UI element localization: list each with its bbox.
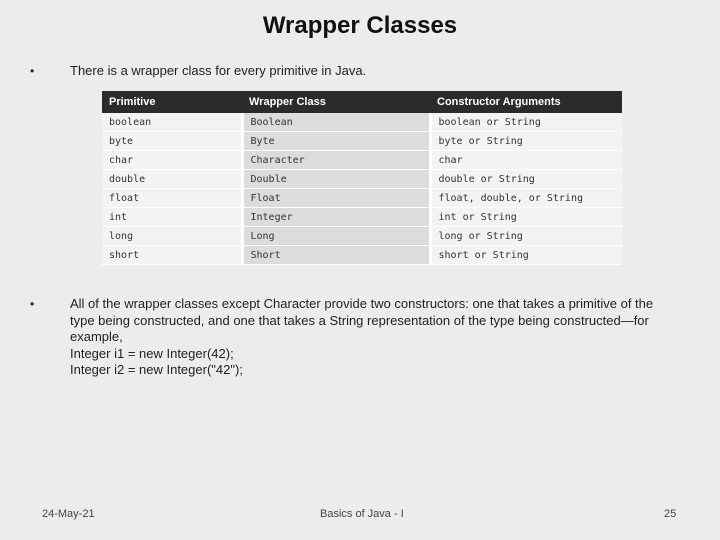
cell-primitive: float (102, 189, 242, 208)
cell-primitive: long (102, 227, 242, 246)
table-row (102, 170, 622, 189)
code-example-line: Integer i1 = new Integer(42); (70, 345, 234, 361)
header-constructor-arguments: Constructor Arguments (430, 91, 622, 113)
code-example-line: Integer i2 = new Integer("42"); (70, 362, 243, 377)
table-row (102, 113, 622, 132)
table-header-row (102, 91, 622, 113)
wrapper-classes-table (102, 91, 622, 265)
cell-primitive: short (102, 246, 242, 265)
cell-constructor-arguments: boolean or String (430, 113, 622, 132)
cell-wrapper-class: Short (242, 246, 430, 265)
bullet-text: All of the wrapper classes except Character provide two constructors: one that takes a primitive of the type being constructed, and one that takes a String representation of the type being constructed—for example, (70, 296, 654, 344)
cell-constructor-arguments: char (430, 151, 622, 170)
bullet-text-block (70, 296, 680, 379)
cell-wrapper-class: Byte (242, 132, 430, 151)
cell-primitive: boolean (102, 113, 242, 132)
cell-constructor-arguments: short or String (430, 246, 622, 265)
bullet-marker: • (30, 297, 35, 311)
header-primitive: Primitive (102, 91, 242, 113)
cell-wrapper-class: Integer (242, 208, 430, 227)
cell-wrapper-class: Character (242, 151, 430, 170)
footer-title: Basics of Java - I (320, 508, 404, 520)
footer-date: 24-May-21 (42, 508, 95, 520)
cell-wrapper-class: Double (242, 170, 430, 189)
cell-constructor-arguments: float, double, or String (430, 189, 622, 208)
header-wrapper-class: Wrapper Class (242, 91, 430, 113)
cell-primitive: int (102, 208, 242, 227)
table-row (102, 132, 622, 151)
cell-primitive: char (102, 151, 242, 170)
cell-constructor-arguments: double or String (430, 170, 622, 189)
cell-constructor-arguments: long or String (430, 227, 622, 246)
bullet-text: There is a wrapper class for every primitive in Java. (70, 63, 367, 78)
cell-primitive: byte (102, 132, 242, 151)
cell-wrapper-class: Float (242, 189, 430, 208)
table-row (102, 227, 622, 246)
cell-wrapper-class: Long (242, 227, 430, 246)
table-row (102, 208, 622, 227)
page-number: 25 (664, 508, 677, 520)
cell-wrapper-class: Boolean (242, 113, 430, 132)
cell-constructor-arguments: byte or String (430, 132, 622, 151)
slide-title: Wrapper Classes (262, 12, 458, 39)
bullet-marker: • (30, 64, 35, 78)
table-row (102, 246, 622, 265)
table-row (102, 151, 622, 170)
cell-primitive: double (102, 170, 242, 189)
cell-constructor-arguments: int or String (430, 208, 622, 227)
table-row (102, 189, 622, 208)
